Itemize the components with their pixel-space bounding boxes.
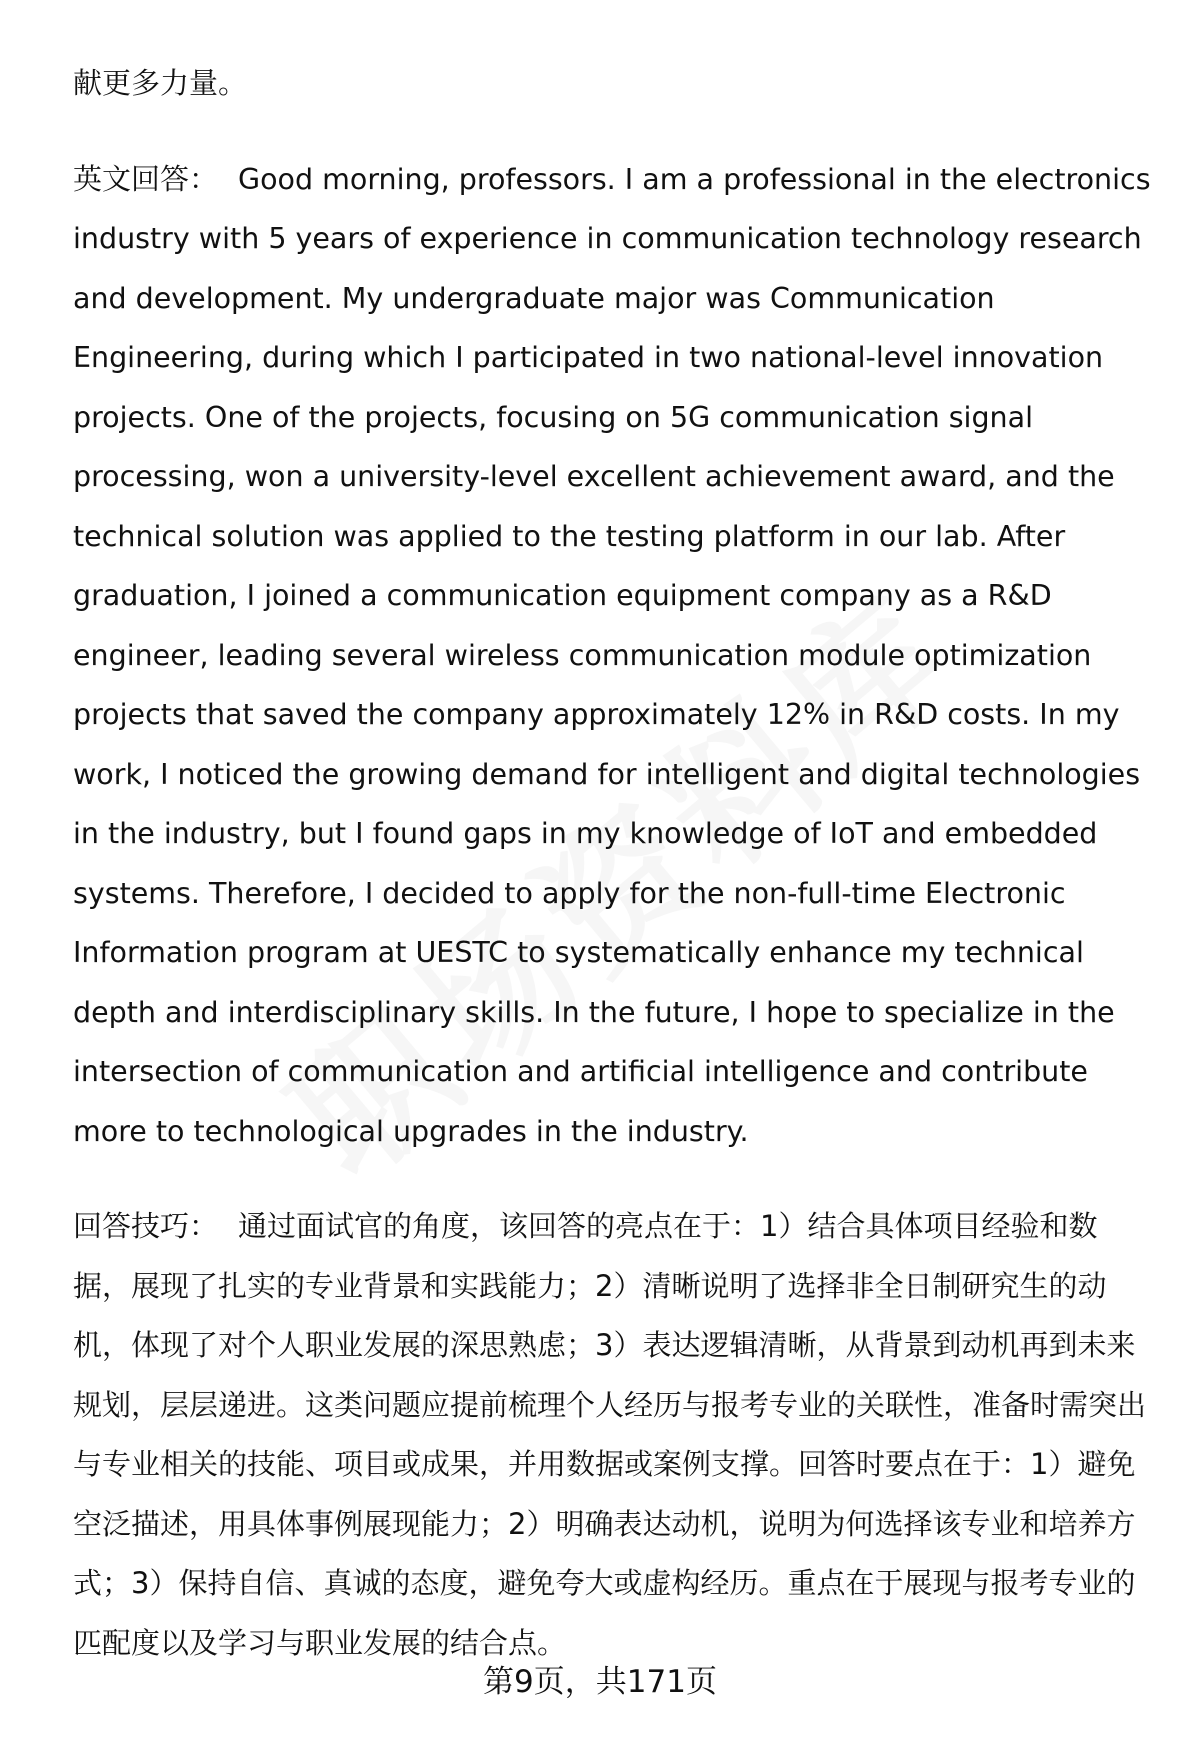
english-answer-paragraph <box>73 150 1153 1162</box>
english-answer-label: 英文回答： <box>73 161 219 196</box>
tips-text: 通过面试官的角度，该回答的亮点在于：1）结合具体项目经验和数据，展现了扎实的专业背景和实践能力；2）清晰说明了选择非全日制研究生的动机，体现了对个人职业发展的深思熟虑；3）表达逻辑清晰，从背景到动机再到未来规划，层层递进。这类问题应提前梳理个人经历与报考专业的关联性，准备时需突出与专业相关的技能、项目或成果，并用数据或案例支撑。回答时要点在于：1）避免空泛描述，用具体事例展现能力；2）明确表达动机，说明为何选择该专业和培养方式；3）保持自信、真诚的态度，避免夸大或虚构经历。重点在于展现与报考专业的匹配度以及学习与职业发展的结合点。 <box>73 1209 1147 1660</box>
tips-label: 回答技巧： <box>73 1209 219 1243</box>
page-content <box>73 54 1153 1673</box>
lead-paragraph: 献更多力量。 <box>73 66 248 100</box>
page-number: 第9页，共171页 <box>483 1664 717 1700</box>
english-answer-text: Good morning, professors. I am a professional in the electronics industry with 5 years of experience in communication technology research and development. My undergraduate major was Communication Engineering, during which I participated in two national-level innovation projects. One of the projects, focusing on 5G communication signal processing, won a university-level excellent achievement award, and the technical solution was applied to the testing platform in our lab. After graduation, I joined a communication equipment company as a R&D engineer, leading several wireless communication module optimization projects that saved the company approximately 12% in R&D costs. In my work, I noticed the growing demand for intelligent and digital technologies in the industry, but I found gaps in my knowledge of IoT and embedded systems. Therefore, I decided to apply for the non-full-time Electronic Information program at UESTC to systematically enhance my technical depth and interdisciplinary skills. In the future, I hope to specialize in the intersection of communication and artificial intelligence and contribute more to technological upgrades in the industry. <box>73 162 1151 1148</box>
tips-paragraph <box>73 1197 1153 1673</box>
